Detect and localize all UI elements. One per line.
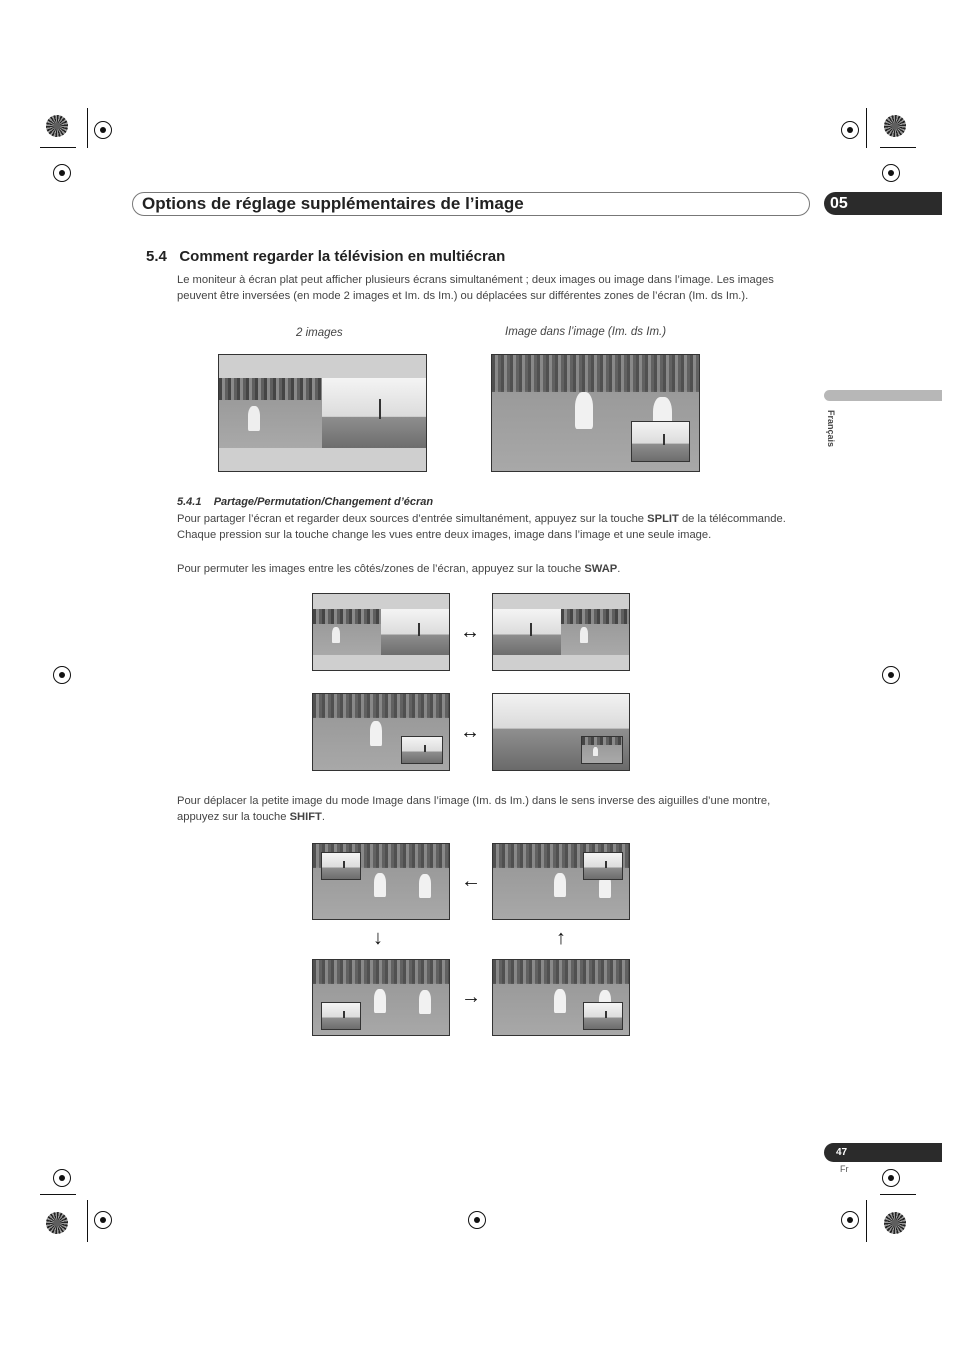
swap-pip-before — [312, 693, 450, 771]
right-pane-image — [322, 378, 426, 448]
page-header-title: Options de réglage supplémentaires de l’image — [142, 194, 524, 213]
swap-split-before — [312, 593, 450, 671]
swap-arrow-icon: ↔ — [460, 721, 480, 743]
crosshair-icon — [47, 158, 77, 188]
pip-inset — [631, 421, 690, 462]
left-pane-image — [219, 378, 322, 448]
crosshair-icon — [876, 1163, 906, 1193]
shift-pip-top-left — [312, 843, 450, 920]
pip-screen — [491, 354, 700, 472]
arrow-right-icon: → — [461, 986, 481, 1008]
crosshair-icon — [47, 660, 77, 690]
subsection-title: 5.4.1 Partage/Permutation/Changement d’écran — [177, 496, 434, 508]
crosshair-icon — [88, 115, 118, 145]
caption-two-images: 2 images — [296, 327, 343, 339]
swap-pip-after — [492, 693, 630, 771]
registration-disc-icon — [46, 115, 68, 137]
shift-pip-top-right — [492, 843, 630, 920]
shift-pip-bottom-left — [312, 959, 450, 1036]
chapter-number: 05 — [824, 192, 942, 215]
crosshair-icon — [462, 1205, 492, 1235]
split-key: SPLIT — [647, 513, 679, 525]
crop-mark — [40, 147, 76, 148]
arrow-up-icon: ↑ — [556, 927, 566, 949]
swap-arrow-icon: ↔ — [460, 621, 480, 643]
arrow-left-icon: ← — [461, 870, 481, 892]
shift-pip-bottom-right — [492, 959, 630, 1036]
crosshair-icon — [47, 1163, 77, 1193]
registration-disc-icon — [884, 115, 906, 137]
intro-paragraph: Le moniteur à écran plat peut afficher plusieurs écrans simultanément ; deux images ou image dans l’image. Les images peuvent être inversées (en mode 2 images et Im. ds Im.) ou déplacées sur différentes zones de l’écran (Im. ds Im.). — [177, 274, 774, 302]
crosshair-icon — [835, 115, 865, 145]
swap-key: SWAP — [584, 563, 618, 575]
crop-mark — [87, 1200, 88, 1242]
crop-mark — [866, 108, 867, 148]
crosshair-icon — [876, 158, 906, 188]
shift-paragraph: Pour déplacer la petite image du mode Image dans l’image (Im. ds Im.) dans le sens inverse des aiguilles d’une montre, appuyez sur la touche SHIFT. — [177, 795, 771, 823]
crop-mark — [866, 1200, 867, 1242]
crosshair-icon — [876, 660, 906, 690]
page-language-code: Fr — [840, 1164, 849, 1174]
language-label: Français — [826, 410, 836, 448]
split-paragraph: Pour partager l’écran et regarder deux sources d’entrée simultanément, appuyez sur la touche SPLIT de la télécommande. Chaque pression sur la touche change les vues entre deux images, image dans l’image et une seule image. — [177, 513, 786, 541]
swap-split-after — [492, 593, 630, 671]
crop-mark — [40, 1194, 76, 1195]
crosshair-icon — [88, 1205, 118, 1235]
swap-paragraph: Pour permuter les images entre les côtés/zones de l’écran, appuyez sur la touche SWAP. — [177, 563, 621, 575]
language-tab — [824, 390, 942, 401]
caption-pip: Image dans l’image (Im. ds Im.) — [505, 326, 667, 338]
crop-mark — [880, 1194, 916, 1195]
registration-disc-icon — [46, 1212, 68, 1234]
crop-mark — [880, 147, 916, 148]
crosshair-icon — [835, 1205, 865, 1235]
shift-key: SHIFT — [289, 811, 322, 823]
crop-mark — [87, 108, 88, 148]
arrow-down-icon: ↓ — [373, 927, 383, 949]
two-images-screen — [218, 354, 427, 472]
section-title: 5.4 Comment regarder la télévision en multiécran — [146, 248, 506, 265]
page-number: 47 — [824, 1143, 942, 1162]
registration-disc-icon — [884, 1212, 906, 1234]
